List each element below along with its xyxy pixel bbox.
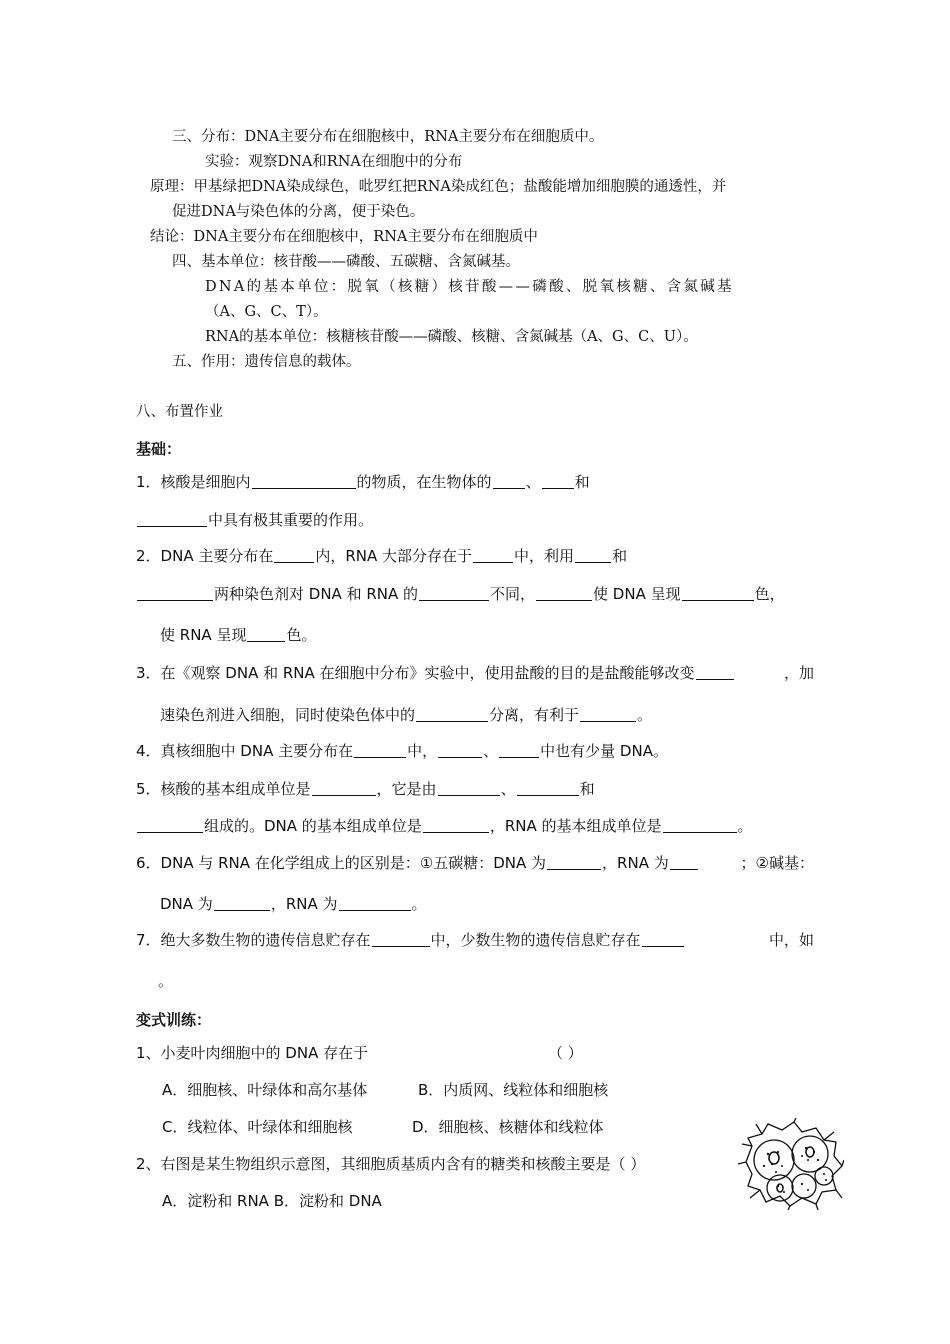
basic-question-2 <box>136 546 627 566</box>
basic-question-1 <box>136 472 590 492</box>
q5-text-c: 、 <box>500 780 516 798</box>
variant-q2-option-a: A．淀粉和 RNA <box>162 1192 269 1210</box>
q7-text-c: 中，如 <box>768 931 814 949</box>
q2-blank-4 <box>137 585 213 601</box>
q2-text-b: 内，RNA 大部分存在于 <box>315 547 473 565</box>
q7-text-a: 7．绝大多数生物的遗传信息贮存在 <box>136 931 371 949</box>
q3-text-b: ，加 <box>783 664 814 682</box>
q6-text-e: ，RNA 为 <box>270 895 338 913</box>
variant-question-2-stem: 2、右图是某生物组织示意图，其细胞质基质内含有的糖类和核酸主要是（ ） <box>136 1155 646 1173</box>
summary-line-rna-unit: RNA的基本单位：核糖核苷酸——磷酸、核糖、含氮碱基（A、G、C、U）。 <box>205 329 698 345</box>
q2-text-g: 使 DNA 呈现 <box>593 585 681 603</box>
q6-text-b: ，RNA 为 <box>602 854 669 872</box>
basic-question-7-cont: 。 <box>158 972 174 990</box>
tissue-diagram <box>738 1118 844 1210</box>
summary-line-conclusion: 结论：DNA主要分布在细胞核中，RNA主要分布在细胞质中 <box>150 229 538 245</box>
q1-text-c: 、 <box>525 473 541 491</box>
q4-blank-2 <box>438 742 482 758</box>
q5-text-b: ，它是由 <box>376 780 437 798</box>
summary-line-function: 五、作用：遗传信息的载体。 <box>172 354 361 370</box>
basic-question-1-cont <box>136 510 373 530</box>
q7-blank-1 <box>372 931 430 947</box>
q2-text-d: 和 <box>612 547 628 565</box>
variant-q1-option-b: B．内质网、线粒体和细胞核 <box>418 1081 609 1099</box>
q4-text-b: 中， <box>407 742 438 760</box>
q2-text-j: 色。 <box>286 626 317 644</box>
q6-text-c: ；②碱基： <box>740 854 814 872</box>
q4-text-a: 4．真核细胞中 DNA 主要分布在 <box>136 742 354 760</box>
variant-question-1-paren: （ ） <box>548 1044 583 1062</box>
q2-blank-7 <box>682 585 754 601</box>
q2-blank-1 <box>274 547 314 563</box>
basic-question-2-cont2 <box>160 625 316 645</box>
summary-line-distribution: 三、分布：DNA主要分布在细胞核中，RNA主要分布在细胞质中。 <box>172 129 604 145</box>
q4-blank-1 <box>354 742 406 758</box>
q2-text-e: 两种染色剂对 DNA 和 RNA 的 <box>214 585 419 603</box>
q6-text-f: 。 <box>411 895 427 913</box>
q6-blank-3 <box>214 895 270 911</box>
basic-question-6-cont <box>160 894 427 914</box>
q2-blank-3 <box>575 547 611 563</box>
q6-blank-1 <box>547 854 601 870</box>
summary-line-principle <box>150 177 814 197</box>
cell-5 <box>815 1167 833 1185</box>
q6-blank-4 <box>339 895 411 911</box>
q5-text-f: ，RNA 的基本组成单位是 <box>489 817 662 835</box>
variant-q2-options <box>162 1191 382 1211</box>
variant-question-1-stem: 1、小麦叶肉细胞中的 DNA 存在于 <box>136 1044 369 1062</box>
variant-q1-option-d: D．细胞核、核糖体和线粒体 <box>412 1118 604 1136</box>
q1-text-d: 和 <box>574 473 590 491</box>
q2-text-i: 使 RNA 呈现 <box>160 626 247 644</box>
q5-text-g: 。 <box>737 817 753 835</box>
homework-title: 八、布置作业 <box>136 404 223 420</box>
q6-text-d: DNA 为 <box>160 895 213 913</box>
q3-blank-2 <box>416 706 488 722</box>
q5-blank-3 <box>517 780 579 796</box>
q3-text-d: 分离，有利于 <box>489 706 580 724</box>
q2-text-h: 色， <box>754 585 785 603</box>
q2-blank-5 <box>419 585 489 601</box>
q5-blank-1 <box>312 780 376 796</box>
q3-blank-3 <box>580 706 636 722</box>
summary-line-dna-unit: DNA的基本单位：脱氧（核糖）核苷酸——磷酸、脱氧核糖、含氮碱基 <box>205 279 734 295</box>
summary-line-principle-cont: 促进DNA与染色体的分离，便于染色。 <box>172 204 425 220</box>
q1-blank-4 <box>137 511 207 527</box>
basic-question-7 <box>136 930 814 950</box>
q3-blank-1 <box>696 664 734 680</box>
q5-text-a: 5．核酸的基本组成单位是 <box>136 780 311 798</box>
q7-text-b: 中，少数生物的遗传信息贮存在 <box>430 931 641 949</box>
summary-line-basic-unit: 四、基本单位：核苷酸——磷酸、五碳糖、含氮碱基。 <box>172 254 520 270</box>
basic-question-6 <box>136 853 814 873</box>
variant-q1-option-a: A．细胞核、叶绿体和高尔基体 <box>162 1081 368 1099</box>
variant-q2-option-b: B．淀粉和 DNA <box>273 1192 382 1210</box>
q5-blank-5 <box>423 817 489 833</box>
q2-blank-6 <box>536 585 592 601</box>
summary-line-experiment: 实验：观察DNA和RNA在细胞中的分布 <box>205 154 463 170</box>
q2-text-f: 不同， <box>490 585 536 603</box>
q6-blank-2 <box>670 854 698 870</box>
variant-heading: 变式训练： <box>136 1011 212 1029</box>
summary-line-dna-bases: （A、G、C、T）。 <box>205 304 328 320</box>
q7-blank-2 <box>642 931 684 947</box>
principle-text: 原理：甲基绿把DNA染成绿色，吡罗红把RNA染成红色；盐酸能增加细胞膜的通透性，并 <box>150 179 727 195</box>
q6-text-a: 6．DNA 与 RNA 在化学组成上的区别是：①五碳糖：DNA 为 <box>136 854 547 872</box>
q4-text-c: 、 <box>483 742 499 760</box>
basic-question-3-cont <box>160 705 652 725</box>
variant-q1-option-c: C．线粒体、叶绿体和细胞核 <box>162 1118 353 1136</box>
q3-text-a: 3．在《观察 DNA 和 RNA 在细胞中分布》实验中，使用盐酸的目的是盐酸能够改变 <box>136 664 695 682</box>
basic-question-5-cont <box>136 816 753 836</box>
q3-text-e: 。 <box>637 706 653 724</box>
q4-blank-3 <box>499 742 539 758</box>
basic-heading: 基础： <box>136 440 182 458</box>
q1-text-a: 1．核酸是细胞内 <box>136 473 251 491</box>
q5-blank-2 <box>438 780 500 796</box>
cell-4 <box>792 1174 816 1198</box>
q1-text-e: 中具有极其重要的作用。 <box>208 511 374 529</box>
q5-text-d: 和 <box>579 780 595 798</box>
q1-blank-1 <box>252 473 356 489</box>
q5-text-e: 组成的。DNA 的基本组成单位是 <box>204 817 422 835</box>
basic-question-4 <box>136 741 668 761</box>
q2-text-c: 中，利用 <box>514 547 575 565</box>
q1-blank-3 <box>542 473 574 489</box>
q5-blank-4 <box>137 817 203 833</box>
q1-blank-2 <box>493 473 525 489</box>
basic-question-2-cont <box>136 584 785 604</box>
basic-question-3 <box>136 663 814 683</box>
q1-text-b: 的物质，在生物体的 <box>356 473 492 491</box>
q4-text-d: 中也有少量 DNA。 <box>540 742 668 760</box>
cell-walls <box>738 1118 844 1210</box>
basic-question-5 <box>136 779 595 799</box>
cell-1 <box>754 1140 794 1180</box>
q2-text-a: 2．DNA 主要分布在 <box>136 547 274 565</box>
q2-blank-8 <box>247 626 285 642</box>
q2-blank-2 <box>473 547 513 563</box>
q5-blank-6 <box>663 817 737 833</box>
q3-text-c: 速染色剂进入细胞，同时使染色体中的 <box>160 706 416 724</box>
